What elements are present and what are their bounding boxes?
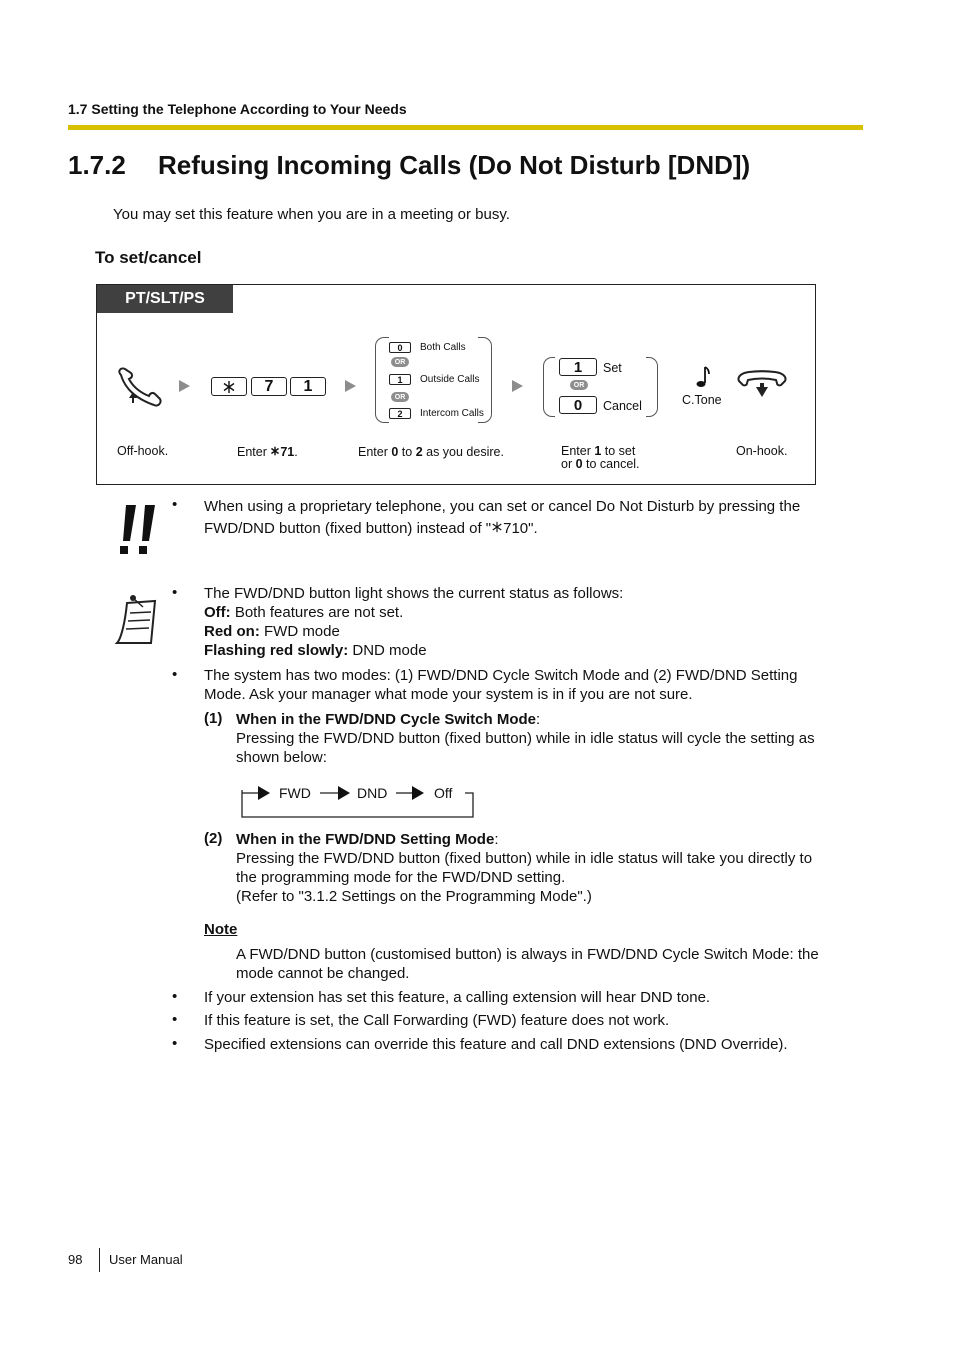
offhook-label: Off-hook. [117, 444, 169, 458]
on-hook-handset-icon [735, 369, 789, 403]
cancel-key-0: 0 [559, 396, 597, 414]
note-heading: Note [204, 921, 238, 938]
arrow-2 [345, 380, 356, 392]
bullet: • [172, 1035, 178, 1052]
star-key [211, 377, 247, 396]
cancel-label: Cancel [603, 399, 642, 413]
option-label-intercom: Intercom Calls [420, 408, 484, 419]
status-list: The FWD/DND button light shows the current status as follows: Off: Both features are not set. Red on: FWD mode Flashing red slowly: DND mode [204, 585, 624, 659]
key-7: 7 [251, 377, 287, 396]
off-hook-handset-icon [115, 365, 167, 409]
ctone-label: C.Tone [682, 393, 722, 407]
note-text: A FWD/DND button (customised button) is always in FWD/DND Cycle Switch Mode: the mode cannot be changed. [236, 946, 819, 982]
set-label: Set [603, 361, 622, 375]
set-bracket-left [543, 357, 555, 417]
modes-text: The system has two modes: (1) FWD/DND Cycle Switch Mode and (2) FWD/DND Setting Mode. Ask your manager what mode your system is in if you are not sure. [204, 667, 798, 703]
procedure-box [96, 284, 816, 485]
mode2-number: (2) [204, 830, 223, 847]
footer-divider [99, 1248, 100, 1272]
terminal-tab: PT/SLT/PS [97, 285, 233, 313]
mode2-text: When in the FWD/DND Setting Mode: Pressing the FWD/DND button (fixed button) while in idle status will take you directly to the programming mode for the FWD/DND setting. (Refer to "3.1.2 Settings on the Programming Mode".) [236, 831, 813, 905]
star-icon [491, 521, 503, 533]
music-note-icon [695, 365, 711, 389]
bullet: • [172, 496, 178, 513]
subheading: To set/cancel [95, 248, 202, 267]
set-bracket-right [646, 357, 658, 417]
section-title [68, 150, 750, 181]
mode1-text: When in the FWD/DND Cycle Switch Mode: Pressing the FWD/DND button (fixed button) while in idle status will cycle the setting as shown below: [236, 711, 815, 766]
warning-exclamation-icon [112, 503, 158, 557]
cycle-off: Off [434, 785, 453, 801]
option-label-outside: Outside Calls [420, 374, 480, 385]
warning-text: When using a proprietary telephone, you can set or cancel Do Not Disturb by pressing the FWD/DND button (fixed button) instead of " 710". [204, 498, 801, 537]
key-1: 1 [290, 377, 326, 396]
star-icon [270, 446, 280, 456]
page-number: 98 [68, 1252, 83, 1267]
range-label: Enter 0 to 2 as you desire. [358, 445, 504, 459]
intro-text: You may set this feature when you are in a meeting or busy. [113, 206, 510, 223]
override-text: Specified extensions can override this feature and call DND extensions (DND Override). [204, 1036, 788, 1053]
footer-label: User Manual [109, 1252, 183, 1267]
fwd-text: If this feature is set, the Call Forwarding (FWD) feature does not work. [204, 1012, 670, 1029]
options-bracket-left [375, 337, 389, 423]
option-key-1: 1 [389, 374, 411, 385]
arrow-3 [512, 380, 523, 392]
set-cancel-label: Enter 1 to set or 0 to cancel. [561, 444, 640, 471]
option-key-0: 0 [389, 342, 411, 353]
bullet: • [172, 584, 178, 601]
section-title-text: Refusing Incoming Calls (Do Not Disturb [DND]) [158, 150, 751, 180]
bullet: • [172, 988, 178, 1005]
cycle-diagram [240, 780, 475, 818]
header-rule [68, 125, 863, 130]
arrow-1 [179, 380, 190, 392]
running-header: 1.7 Setting the Telephone According to Your Needs [68, 101, 407, 117]
option-label-both: Both Calls [420, 342, 466, 353]
mode1-number: (1) [204, 710, 223, 727]
or-badge: OR [570, 380, 588, 390]
set-key-1: 1 [559, 358, 597, 376]
dnd-tone-text: If your extension has set this feature, a calling extension will hear DND tone. [204, 989, 711, 1006]
or-badge: OR [391, 357, 409, 367]
bullet: • [172, 666, 178, 683]
enter-star71-label: Enter 71. [237, 445, 298, 459]
cycle-fwd: FWD [279, 785, 311, 801]
notepad-icon [113, 593, 163, 647]
star-icon [222, 380, 236, 394]
section-number: 1.7.2 [68, 150, 126, 180]
cycle-dnd: DND [357, 785, 388, 801]
bullet: • [172, 1011, 178, 1028]
or-badge: OR [391, 392, 409, 402]
option-key-2: 2 [389, 408, 411, 419]
onhook-label: On-hook. [736, 444, 788, 458]
